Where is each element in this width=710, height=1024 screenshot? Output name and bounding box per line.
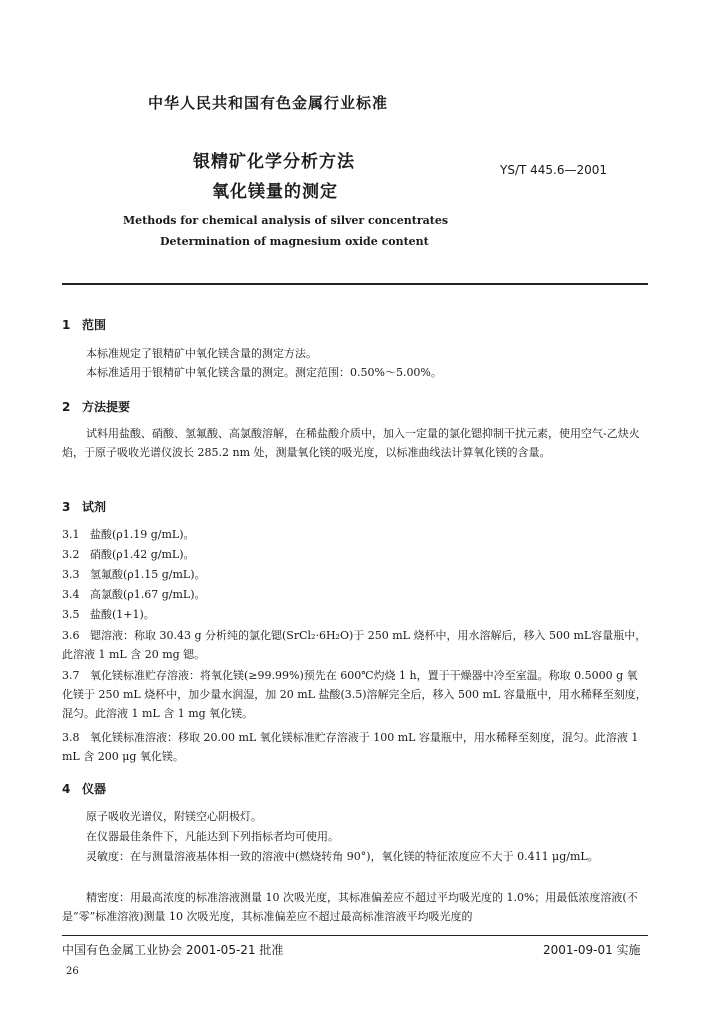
paragraph: 原子吸收光谱仪，附镁空心阴极灯。 (86, 810, 262, 823)
item-number: 3.8 (62, 731, 80, 744)
item-text: 氧化镁标准溶液：移取 20.00 mL 氧化镁标准贮存溶液于 100 mL 容量瓶中，用水稀释至刻度，混匀。此溶液 1 mL 含 200 μg 氧化镁。 (62, 731, 639, 763)
section-title: 方法提要 (82, 400, 131, 414)
section-number: 4 (62, 782, 71, 796)
paragraph: 在仪器最佳条件下，凡能达到下列指标者均可使用。 (86, 830, 339, 843)
item-text: 盐酸(ρ1.19 g/mL)。 (90, 528, 195, 541)
item-number: 3.7 (62, 669, 80, 682)
standard-code: YS/T 445.6—2001 (500, 163, 608, 177)
item-number: 3.4 (62, 588, 80, 601)
document-title-line1: 银精矿化学分析方法 (193, 152, 355, 172)
section-title: 试剂 (82, 500, 107, 514)
paragraph: 试料用盐酸、硝酸、氢氟酸、高氯酸溶解，在稀盐酸介质中，加入一定量的氯化锶抑制干扰元素，使用空气-乙炔火焰，于原子吸收光谱仪波长 285.2 nm 处，测量氧化镁的吸光度，以标准曲线法计算氧化镁的含量。 (62, 427, 640, 459)
english-title-line2: Determination of magnesium oxide content (160, 235, 429, 248)
section-1-heading (62, 316, 106, 333)
item-text: 锶溶液：称取 30.43 g 分析纯的氯化锶(SrCl₂·6H₂O)于 250 mL 烧杯中，用水溶解后，移入 500 mL容量瓶中，此溶液 1 mL 含 20 mg 锶。 (62, 629, 647, 661)
english-title-line1: Methods for chemical analysis of silver concentrates (123, 214, 449, 227)
reagent-item (62, 525, 648, 544)
reagent-item (62, 545, 648, 564)
approval-date: 中国有色金属工业协会 2001-05-21 批准 (62, 943, 284, 957)
page-number: 26 (66, 966, 79, 977)
issuing-organization: 中华人民共和国有色金属行业标准 (148, 94, 389, 112)
section-title: 范围 (82, 318, 107, 332)
reagent-item (62, 626, 648, 664)
item-number: 3.1 (62, 528, 80, 541)
item-text: 氧化镁标准贮存溶液：将氧化镁(≥99.99%)预先在 600℃灼烧 1 h，置于干燥器中冷至室温。称取 0.5000 g 氧化镁于 250 mL 烧杯中，加少量水润湿，加 20 mL 盐酸(3.5)溶解完全后，移入 500 mL 容量瓶中，用水稀释至刻度，混匀。此溶液 1 mL 含 1 mg 氧化镁。 (62, 669, 647, 720)
reagent-item (62, 605, 648, 624)
item-text: 硝酸(ρ1.42 g/mL)。 (90, 548, 195, 561)
item-number: 3.6 (62, 629, 80, 642)
item-number: 3.2 (62, 548, 80, 561)
paragraph: 本标准规定了银精矿中氧化镁含量的测定方法。 (86, 347, 317, 360)
reagent-item (62, 728, 648, 766)
reagent-item (62, 666, 648, 723)
paragraph: 本标准适用于银精矿中氧化镁含量的测定。测定范围：0.50%～5.00%。 (86, 366, 442, 379)
section-2-heading (62, 398, 130, 415)
section-4-heading (62, 780, 106, 797)
footer-divider (62, 935, 648, 936)
paragraph: 精密度：用最高浓度的标准溶液测量 10 次吸光度，其标准偏差应不超过平均吸光度的 1.0%；用最低浓度溶液(不是“零”标准溶液)测量 10 次吸光度，其标准偏差应不超过最高标准溶液平均吸光度的 (62, 891, 638, 923)
item-text: 盐酸(1+1)。 (90, 608, 155, 621)
implementation-date: 2001-09-01 实施 (543, 943, 641, 957)
reagent-item (62, 585, 648, 604)
section-3-heading (62, 498, 106, 515)
item-text: 氢氟酸(ρ1.15 g/mL)。 (90, 568, 206, 581)
section-number: 3 (62, 500, 71, 514)
item-text: 高氯酸(ρ1.67 g/mL)。 (90, 588, 206, 601)
document-title-line2: 氧化镁量的测定 (212, 182, 338, 202)
item-number: 3.3 (62, 568, 80, 581)
section-title: 仪器 (82, 782, 107, 796)
header-divider (62, 283, 648, 285)
item-number: 3.5 (62, 608, 80, 621)
section-number: 2 (62, 400, 71, 414)
section-number: 1 (62, 318, 71, 332)
reagent-item (62, 565, 648, 584)
paragraph: 灵敏度：在与测量溶液基体相一致的溶液中(燃烧转角 90°)，氧化镁的特征浓度应不大于 0.411 μg/mL。 (86, 850, 599, 863)
